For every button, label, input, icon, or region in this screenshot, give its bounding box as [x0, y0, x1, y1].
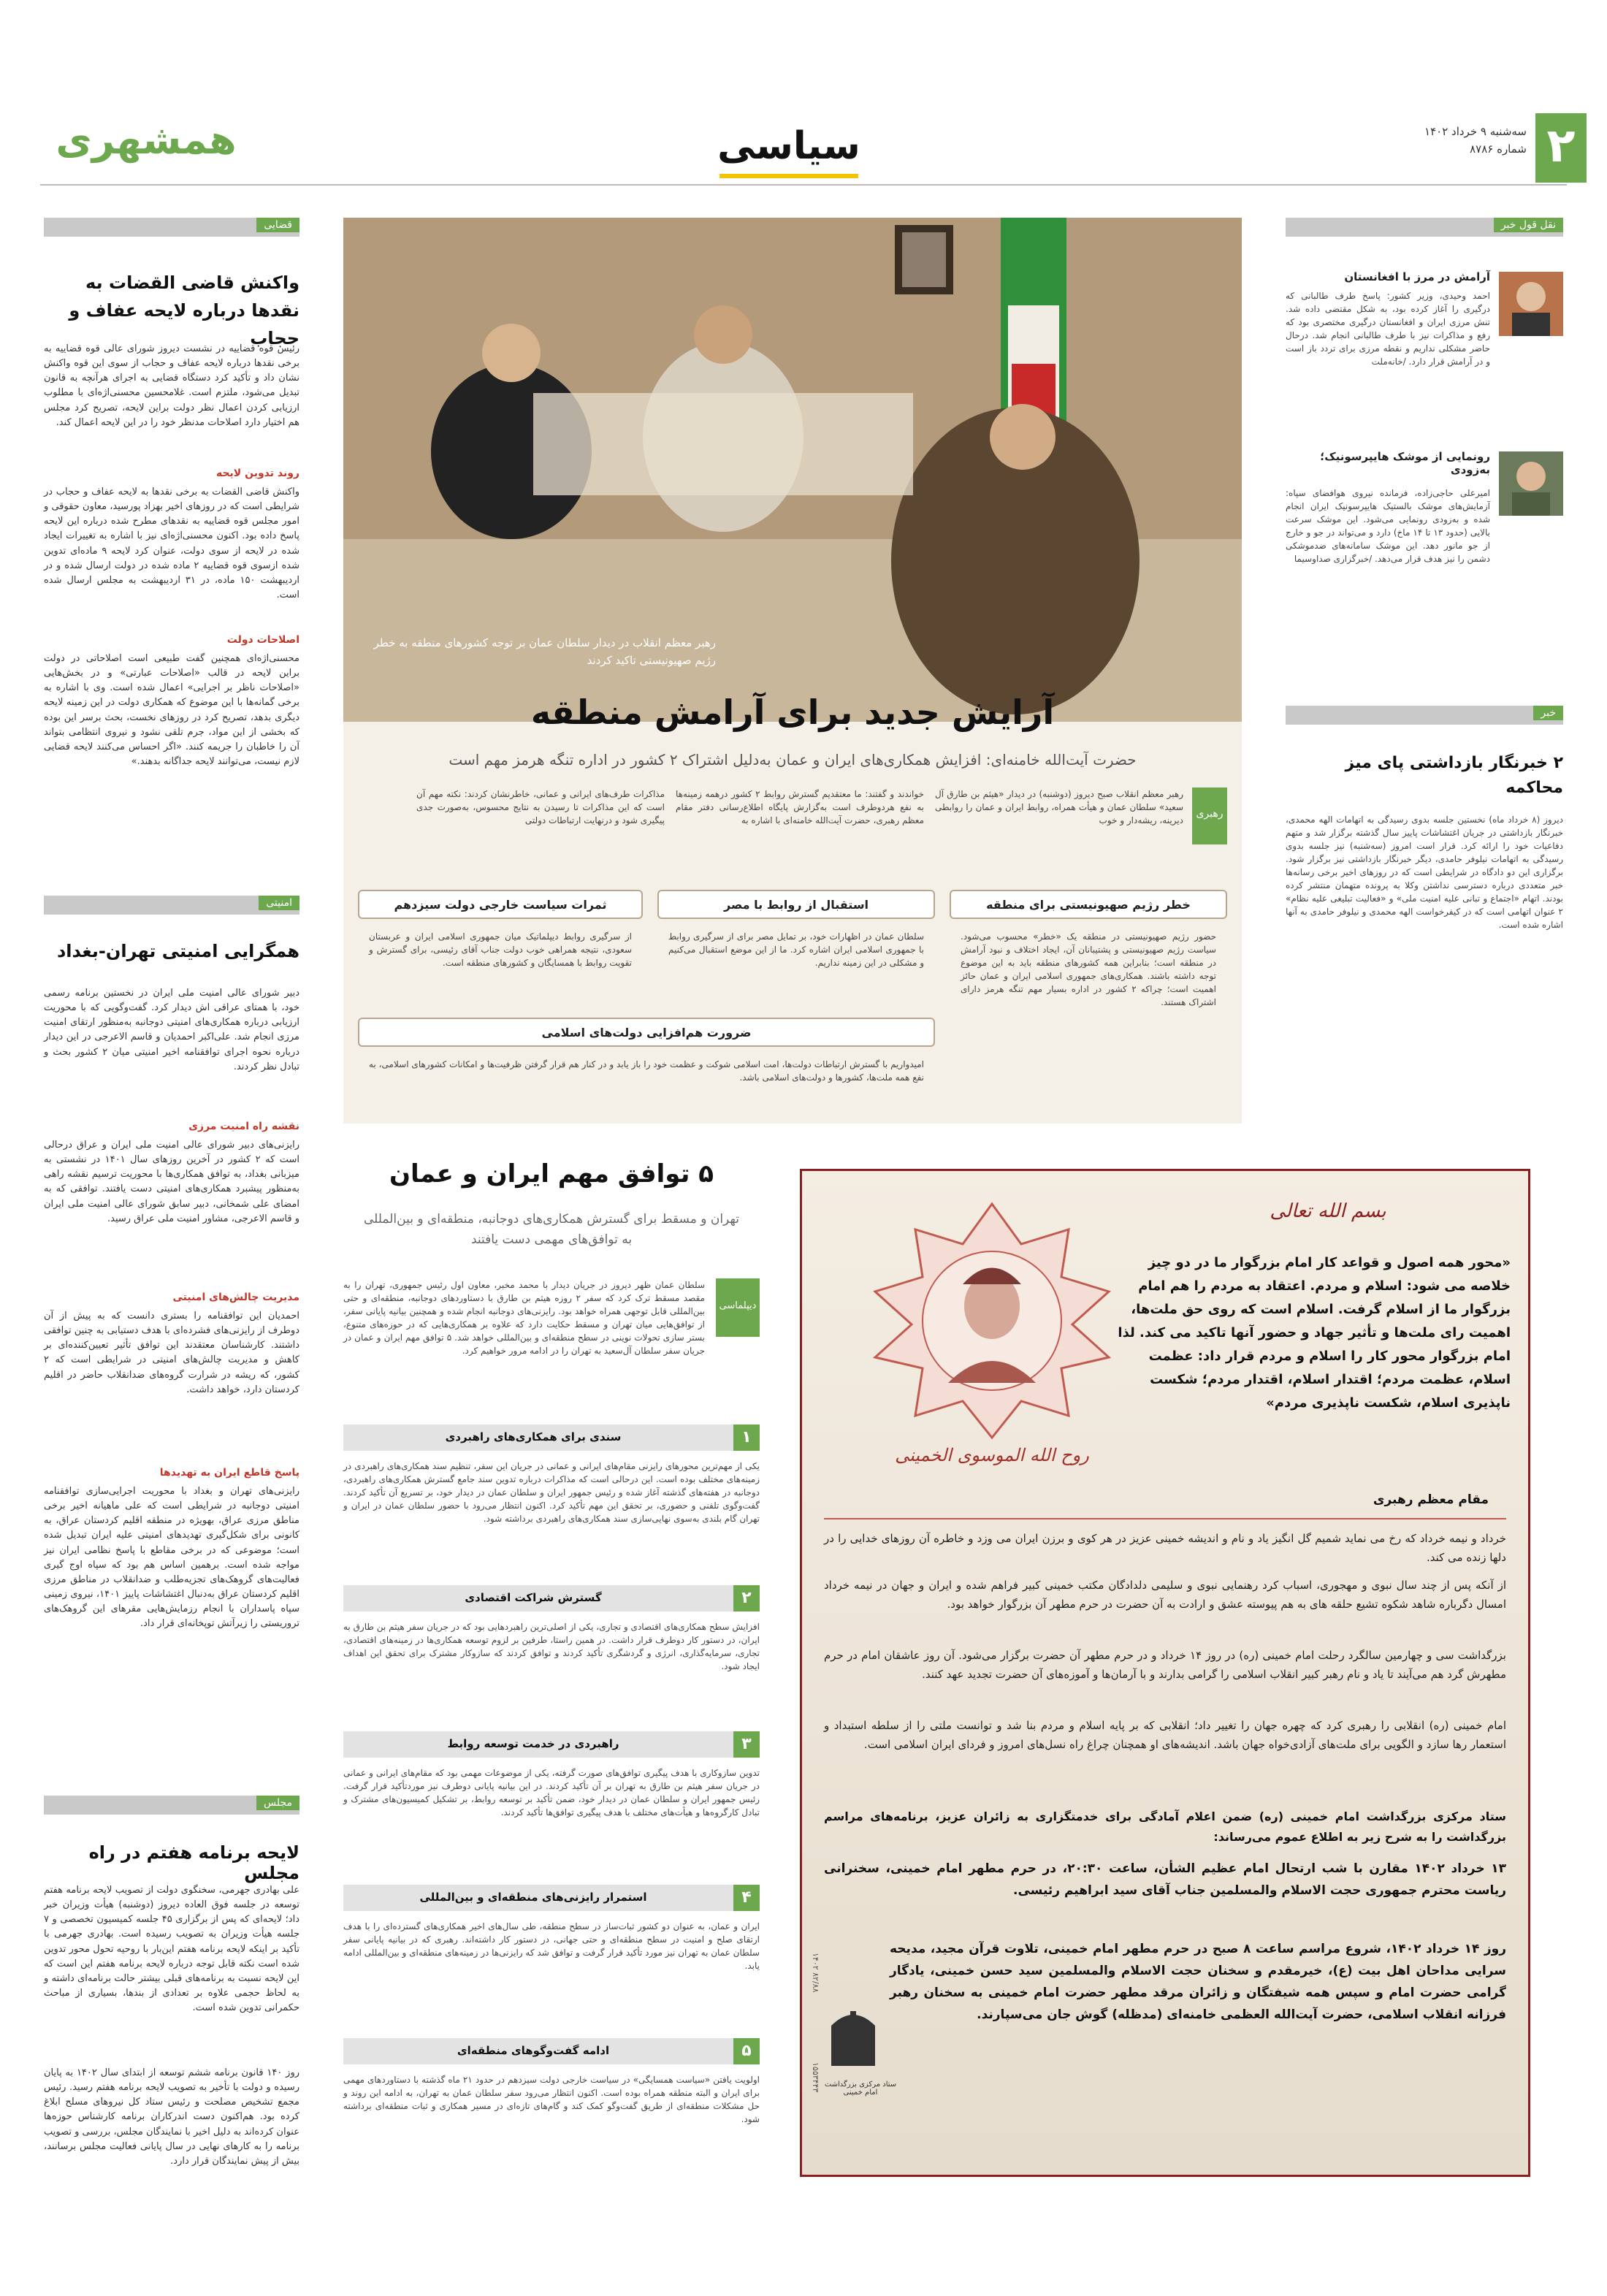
- lead-col2: خواندند و گفتند: ما معتقدیم گسترش روابط ۲ کشور درهمه زمینه‌ها به نفع هردوطرف است به‌گزارش پایگاه اطلاع‌رسانی دفتر مقام معظم رهبری، حضرت آیت‌الله خامنه‌ای با اشاره به: [676, 789, 925, 825]
- oman-item-2: [343, 1585, 760, 1724]
- imam-p5: ستاد مرکزی بزرگداشت امام خمینی (ره) ضمن اعلام آمادگی برای خدمتگزاری به زائران عزیز، برنامه‌های مراسم بزرگداشت را به شرح زیر به اطلاع عموم می‌رساند:: [824, 1809, 1506, 1844]
- oman-article: [343, 1151, 760, 2202]
- judicial-p3: محسنی‌اژه‌ای همچنین گفت طبیعی است اصلاحاتی در دولت براین لایحه در قالب «اصلاحات عبارتی» و در بخش‌هایی «اصلاحات ناظر بر اجرایی» اعمال شده است. وی با اشاره به برخی گمانه‌ها با این موضوع که همکاری دولت در این زمینه لایحه دیگری بدهد، تصریح کرد در روزهای نخست، بحث برسر این بوده که بخشی از این مواد، جرم تلقی نشود و نیروی انتظامی بتواند آن را خاطبان را جریمه کنند. «اگر احساس می‌کنند لایحه قضایی لازم نیست، می‌توانند لایحه جداگانه بدهند.»: [44, 653, 299, 767]
- oman-item-2-text: افزایش سطح همکاری‌های اقتصادی و تجاری، یکی از اصلی‌ترین راهبردهایی بود که در جریان سفر هیثم بن طارق به ایران، در دستور کار دوطرف قرار داشت. در همین راستا، طرفین بر لزوم توسعه همکاری‌ها در زمینه‌های اقتصادی، تجاری، سرمایه‌گذاری، انرژی و گردشگری تأکید کردند و توافق کردند که سازوکار مشترک برای تحقق این اهداف ایجاد شود.: [343, 1622, 760, 1671]
- quote-tag: نقل قول خبر: [1494, 218, 1563, 232]
- left-column: [44, 218, 299, 2190]
- judicial-h2: روند تدوین لایحه: [215, 468, 299, 479]
- oman-item-2-number: ۲: [733, 1585, 760, 1612]
- q1-text: احمد وحیدی، وزیر کشور: پاسخ طرف طالبانی که درگیری را آغاز کرده بود، به شکل مقتضی داده شد. تنش مرزی ایران و افغانستان درگیری مختصری بود که رفع و مذاکرات نیز با طرف طالبانی انجام شد. درحال حاضر مشکلی نداریم و نقطه مرزی برای تردد باز است و در آرامش قرار دارد. /خانه‌ملت: [1286, 291, 1490, 367]
- box-islamic-synergy: [358, 1018, 935, 1113]
- parliament-title: لایحه برنامه هفتم در راه مجلس: [88, 1842, 299, 1883]
- box2-title: استقبال از روابط با مصر: [657, 890, 935, 919]
- page-number: ۲: [1546, 119, 1576, 173]
- lead-subtitle: حضرت آیت‌الله خامنه‌ای: افزایش همکاری‌های ایران و عمان به‌دلیل اشتراک ۲ کشور در اداره تنگه هرمز مهم است: [448, 751, 1137, 768]
- imam-portrait-svg: [871, 1200, 1112, 1441]
- box1-text: حضور رژیم صهیونیستی در منطقه یک «خطر» محسوب می‌شود. سیاست رژیم صهیونیستی و پشتیبانان آن، ایجاد اختلاف و نبود آرامش در منطقه است؛ بنابراین همه کشورهای منطقه باید به این موضوع توجه داشته باشند. همکاری‌های جمهوری اسلامی ایران و عمان حائز اهمیت است؛ چراکه ۲ کشور در اداره بسیار مهم تنگه هرمز دارای اشتراک هستند.: [961, 931, 1216, 1007]
- hajizadeh-avatar-svg: [1499, 451, 1563, 516]
- imam-code2: ۱۵۵۳۴۴۳: [811, 2062, 820, 2093]
- box1-title: خطر رژیم صهیونیستی برای منطقه: [950, 890, 1227, 919]
- security-h4: پاسخ قاطع ایران به تهدیدها: [159, 1467, 299, 1479]
- page-number-box: [1535, 113, 1587, 183]
- parliament-p2: روز ۱۴۰ قانون برنامه ششم توسعه از ابتدای سال ۱۴۰۲ به پایان رسیده و دولت با تأخیر به تصویب لایحه برنامه هفتم رسید. رئیس مجمع تشخیص مصلحت و رئیس ستاد کل نیروهای مسلح ابلاغ کرده بود. هم‌اکنون دست اندرکاران برنامه کارشناس حوزه‌ها عنوان کرده‌اند به دلیل اخیر با نمایندگان مجلس، بررسی و تصویب برنامه را به کارهای نهایی در سال پایانی فعالیت مجلس برسانند، بیش از پیش نمایندگان قرار دارد.: [44, 2067, 300, 2167]
- vahidi-avatar: [1499, 272, 1563, 336]
- oman-item-5-number: ۵: [733, 2038, 760, 2064]
- imam-org-name: ستاد مرکزی بزرگداشت امام خمینی: [824, 2080, 897, 2097]
- imam-portrait-frame: [871, 1200, 1112, 1441]
- box2-text: سلطان عمان در اظهارات خود، بر تمایل مصر برای از سرگیری روابط با جمهوری اسلامی ایران اشاره کرد. ما از این موضع استقبال می‌کنیم و مشکلی در این زمینه نداریم.: [668, 931, 924, 968]
- imam-p2: از آنکه پس از چند سال نبوی و مهجوری، اسباب کرد رهنمایی نبوی و سلیمی دلدادگان مکتب خمینی کبیر فراهم شده و ایران و جهان در نیمه خرداد امسال دگرباره شاهد شکوه تشیع حلقه های به هم پیوسته عشق و ارادت به آن حضرت در حرم مطهر آن بزرگوار خواهد بود.: [824, 1579, 1506, 1611]
- box3-text: از سرگیری روابط دیپلماتیک میان جمهوری اسلامی ایران و عربستان سعودی، نتیجه همراهی خوب دولت جناب آقای رئیسی، برای گسترش و تقویت روابط با همسایگان و کشورهای منطقه است.: [369, 931, 632, 968]
- imam-p3: بزرگداشت سی و چهارمین سالگرد رحلت امام خمینی (ره) در روز ۱۴ خرداد و در حرم مطهر آن حضرت برگزار می‌شود. آن روز عاشقان امام در حرم مطهرش گرد هم می‌آیند تا یاد و نام رهبر کبیر انقلاب اسلامی را گرامی بدارند و با آرمان‌ها و آموزه‌های آن حضرت تجدید عهد کنند.: [824, 1649, 1506, 1681]
- imam-p1: خرداد و نیمه خرداد که رخ می نماید شمیم گل انگیز یاد و نام و اندیشه خمینی عزیز در هر کوی و برزن ایران می وزد و خاطره آن روزهای خدایی را در دلها زنده می کند.: [824, 1532, 1506, 1564]
- box-government-fruits: [358, 890, 643, 1014]
- security-tag: امنیتی: [259, 896, 299, 910]
- security-p3: احمدیان این توافقنامه را بستری دانست که به پیش از آن دوطرف از رایزنی‌های فشرده‌ای با هدف دستیابی به چنین توافقی داشتند. کارشناسان معتقدند این توافق تأثیر تعیین‌کننده‌ای بر کاهش و مدیریت چالش‌های امنیتی در شرایطی است که ۲ کشور، که ریشه در شرارت گروه‌های ضدانقلاب حاضر در اقلیم کردستان دارد، خواهد داشت.: [44, 1311, 299, 1395]
- imam-ad: [800, 1169, 1530, 2177]
- imam-signature: روح الله الموسوی الخمینی: [895, 1445, 1089, 1465]
- imam-divider: [824, 1518, 1506, 1519]
- q1-title: آرامش در مرز با افغانستان: [1344, 270, 1490, 283]
- imam-quote: «محور همه اصول و قواعد کار امام بزرگوار ما در دو چیز خلاصه می شود: اسلام و مردم. اعتقاد به مردم را هم امام بزرگوار ما از اسلام گرفت. اسلام است که روی حق ملت‌ها، اهمیت رای ملت‌ها و تأثیر جهاد و حضور آنها تاکید می کند. لذا امام بزرگوار محور کار را اسلام و مردم قرار داد: عظمت اسلام، عظمت مردم؛ اقتدار اسلام، اقتدار مردم؛ شکست ناپذیری اسلام، شکست ناپذیری مردم»: [1118, 1255, 1511, 1411]
- lead-tag-box: [1192, 787, 1227, 844]
- oman-tag-box: [716, 1278, 760, 1337]
- lead-caption: رهبر معظم انقلاب در دیدار سلطان عمان بر توجه کشورهای منطقه به خطر رژیم صهیونیستی تاکید کردند: [373, 636, 716, 667]
- q2-title: رونمایی از موشک هایپرسونیک؛ به‌زودی: [1320, 450, 1490, 476]
- news-band: [1286, 706, 1563, 725]
- right-column: [1286, 218, 1563, 1138]
- imam-p6: ۱۳ خرداد ۱۴۰۲ مقارن با شب ارتحال امام عظیم الشأن، ساعت ۲۰:۳۰، در حرم مطهر امام خمینی، سخنرانی ریاست محترم جمهوری حجت الاسلام والمسلمین جناب آقای سید ابراهیم رئیسی.: [824, 1861, 1506, 1898]
- oman-item-3-text: تدوین سازوکاری با هدف پیگیری توافق‌های صورت گرفته، یکی از موضوعات مهمی بود که مقام‌های ایرانی و عمانی در جریان سفر هیثم بن طارق به تهران بر آن تأکید کردند. در این بیانیه پایانی دوطرف نیز موردتأکید قرار گرفت. رئیس جمهور ایران و سلطان عمان در دیدار خود، ضمن تأکید بر توسعه روابط، بر تشکیل کمیسیون‌های مشترک و تبادل کارگروه‌ها و هیأت‌های مختلف با هدف پیگیری توافق‌ها تأکید کردند.: [343, 1768, 760, 1818]
- lead-col3: مذاکرات طرف‌های ایرانی و عمانی، خاطرنشان کردند: نکته مهم آن است که این مذاکرات تا رسیدن به نتایج محسوس، به‌صورت جدی پیگیری شود و درنهایت ارتباطات دولتی: [416, 789, 665, 825]
- lead-photo: [343, 218, 1242, 722]
- vahidi-avatar-svg: [1499, 272, 1563, 336]
- imam-org-logo: [824, 2004, 882, 2077]
- judicial-p2: واکنش قاضی القضات به برخی نقدها به لایحه عفاف و حجاب در شرایطی است که در روزهای اخیر بهزاد پورسید، معاون حقوقی و امور مجلس قوه قضاییه به نقدهای مطرح شده درباره این لایحه پاسخ داده بود. اکنون محسنی‌اژه‌ای نیز با اشاره به تغییرات ایجاد شده در لایحه از سوی دولت، عنوان کرد لایحه ۹ ماده‌ای تدوین شده ازسوی قوه قضاییه ۲ ماده شده در دولت ارسال شده و در اردیبهشت ۱۵۰ ماده، در ۳۱ اردیبهشت به مجلس ارسال شده است.: [44, 487, 300, 600]
- news-text: دیروز (۸ خرداد ماه) نخستین جلسه بدوی رسیدگی به اتهامات الهه محمدی، خبرنگار بازداشتی در جریان اغتشاشات پاییز سال گذشته برگزار شد و متهم دفاعیات خود را ارائه کرد. قرار است امروز (سه‌شنبه) نیز جلسه بدوی رسیدگی به اتهامات نیلوفر حامدی، دیگر خبرنگار بازداشتی نیز برگزار شود. برگزاری این دو دادگاه در شرایطی است که در روزهای اخیر برخی رسانه‌ها خبر متعددی درباره دسترسی نداشتن وکلا به پرونده متهمان منتشر کرده بودند. اتهام «اجتماع و تبانی علیه امنیت ملی» و «فعالیت تبلیغی علیه نظام» ۲ عنوان اتهامی است که در کیفرخواست الهه محمدی و نیلوفر حامدی به آنها اشاره شده است.: [1286, 815, 1564, 930]
- oman-subtitle: تهران و مسقط برای گسترش همکاری‌های دوجانبه، منطقه‌ای و بین‌المللی به توافق‌های مهمی دست یافتند: [363, 1212, 740, 1247]
- issue-number: شماره ۸۷۸۶: [1470, 142, 1527, 156]
- security-h2: نقشه راه امنیت مرزی: [188, 1121, 299, 1132]
- oman-item-1-title: سندی برای همکاری‌های راهبردی: [445, 1430, 622, 1443]
- imam-p7: روز ۱۴ خرداد ۱۴۰۲، شروع مراسم ساعت ۸ صبح در حرم مطهر امام خمینی، تلاوت قرآن مجید، مدیحه سرایی مداحان اهل بیت (ع)، خیرمقدم و سخنان حجت الاسلام والمسلمین سید حسن خمینی، یادگار گرامی حضرت امام و سپس همه شیفتگان و زائران مرقد مطهر حضرت امام خمینی به سخنان رهبر فرزانه انقلاب اسلامی، حضرت آیت‌الله العظمی خامنه‌ای (مدظله) گوش جان می‌سپارند.: [890, 1942, 1506, 2022]
- oman-item-2-title: گسترش شراکت اقتصادی: [465, 1591, 602, 1604]
- imam-body: [811, 1529, 1506, 2172]
- judicial-title: واکنش قاضی القضات به نقدها درباره لایحه عفاف و حجاب: [69, 272, 299, 348]
- security-h3: مدیریت چالش‌های امنیتی: [172, 1292, 299, 1303]
- box4-title: ضرورت هم‌افزایی دولت‌های اسلامی: [358, 1018, 935, 1047]
- q2-text: امیرعلی حاجی‌زاده، فرمانده نیروی هوافضای سپاه: آزمایش‌های موشک بالستیک هایپرسونیک ایران انجام شده و به‌زودی رونمایی می‌شود. این موشک سرعت بالایی (حدود ۱۳ تا ۱۴ ماخ) دارد و می‌تواند در جو و خارج از جو مانور دهد. این موشک سامانه‌های ضدموشکی دشمن را نیز هدف قرار می‌دهد. /خبرگزاری صداوسیما: [1286, 488, 1490, 564]
- oman-item-1: [343, 1424, 760, 1578]
- judicial-tag: قضایی: [256, 218, 299, 232]
- page-header: [0, 110, 1607, 183]
- news-tag: خبر: [1533, 706, 1563, 720]
- oman-item-3-number: ۳: [733, 1731, 760, 1758]
- header-rule: [40, 184, 1567, 186]
- issue-info: [1337, 123, 1527, 158]
- imam-org-logo-svg: [824, 2004, 882, 2077]
- oman-item-1-text: یکی از مهم‌ترین محورهای رایزنی مقام‌های ایرانی و عمانی در جریان این سفر، تنظیم سند همکاری‌های راهبردی در زمینه‌های مختلف بوده است. این درحالی است که مذاکرات درباره تدوین سند جامع گسترش همکاری‌های راهبردی، دوجانبه در هفته‌های گذشته آغاز شده و رئیس جمهور ایران و سلطان عمان در دیدار خود، بر تسریع آن تأکید کردند. گفت‌وگوی تلفنی و حضوری، بر تحقق این مهم تأکید کرد. اکنون انتظار می‌رود با حضور سلطان عمان در ایران و تهران گام بلندی به‌سوی نهایی‌سازی سند همکاری‌های راهبردی برداشته شود.: [343, 1461, 760, 1524]
- lead-tag: رهبری: [1196, 808, 1224, 820]
- judicial-p1: رئیس قوه قضاییه در نشست دیروز شورای عالی قوه قضاییه به برخی نقدها درباره لایحه عفاف و حجاب از سوی این قوه واکنش نشان داد و تأکید کرد دستگاه قضایی به اجرای هرآنچه به قانون تبدیل می‌شود، ملتزم است. غلامحسین محسنی‌اژه‌ای با مطلوب ارزیابی کردن اعمال نظر دولت براین لایحه، تصریح کرد مجلس هم اختیار دارد اصلاحات مدنظر خود را در این لایحه اعمال کند.: [44, 343, 299, 428]
- oman-title: ۵ توافق مهم ایران و عمان: [389, 1159, 714, 1189]
- section-title: سیاسی: [717, 124, 860, 168]
- oman-item-1-number: ۱: [733, 1424, 760, 1451]
- oman-item-4-number: ۴: [733, 1885, 760, 1911]
- oman-item-3: [343, 1731, 760, 1877]
- lead-title: آرایش جدید برای آرامش منطقه: [530, 693, 1055, 732]
- oman-item-5-text: اولویت یافتن «سیاست همسایگی» در سیاست خارجی دولت سیزدهم در حدود ۲۱ ماه گذشته با دستاوردهای مهمی برای ایران و البته منطقه همراه بوده است. اکنون انتظار می‌رود سفر سلطان عمان به تهران، به ادامه این روند و حل مشکلات منطقه‌ای از طریق گفت‌وگو کمک کند و گام‌های تازه‌ای در مسیر همکاری و ثبات منطقه‌ای برداشته شود.: [343, 2075, 760, 2124]
- oman-item-4: [343, 1885, 760, 2031]
- security-p2: رایزنی‌های دبیر شورای عالی امنیت ملی ایران و عراق درحالی است که ۲ کشور در آخرین روزهای سال ۱۴۰۱ در نشستی به میزبانی بغداد، به توافق همکاری‌ها با محوریت ترسیم نقشه راهی به‌منظور پیشبرد همکاری‌های امنیتی دست یافتند. توافقی که به امضای علی شمخانی، دبیر سابق شورای عالی امنیت ملی ایران و قاسم الاعرجی، مشاور امنیت ملی عراق رسید.: [44, 1140, 299, 1224]
- oman-item-4-title: استمرار رایزنی‌های منطقه‌ای و بین‌المللی: [419, 1891, 647, 1904]
- box4-text: امیدواریم با گسترش ارتباطات دولت‌ها، امت اسلامی شوکت و عظمت خود را باز یابد و در کنار هم قرار گرفتن ظرفیت‌ها و امکانات کشورهای اسلامی، به نفع همه ملت‌ها، کشورها و دولت‌های اسلامی باشد.: [369, 1059, 924, 1083]
- judicial-h3: اصلاحات دولت: [226, 634, 299, 646]
- oman-item-3-title: راهبردی در خدمت توسعه روابط: [447, 1737, 619, 1750]
- security-p4: رایزنی‌های تهران و بغداد با محوریت اجرایی‌سازی توافقنامه امنیتی دوجانبه در شرایطی است که علی ماهیانه اخیر برخی مناطق مرزی عراق، بهویژه در منطقه اقلیم کردستان عراق، به کانونی برای شکل‌گیری تهدیدهای امنیتی علیه ایران تبدیل شده است؛ موضوعی که در برخی مقاطع با پاسخ نظامی ایران نیز مواجه شده است. برهمین اساس هم بود که سپاه اوج گیری فعالیت‌های گروهک‌های تجزیه‌طلب و ضدانقلاب در مناطق مرزی اقلیم کردستان عراق به‌دنبال اغتشاشات پاییز ۱۴۰۱، نیروی زمینی سپاه پاسداران با انجام رزمایش‌هایی مقرهای این گروهک‌های تروریستی را زیرآتش توپخانه‌ای قرار داد.: [44, 1486, 299, 1630]
- issue-date: سه‌شنبه ۹ خرداد ۱۴۰۲: [1424, 125, 1527, 138]
- box-zionist-threat: [950, 890, 1227, 1109]
- security-p1: دبیر شورای عالی امنیت ملی ایران در نخستین برنامه رسمی خود، با همتای عراقی اش دیدار کرد. گفت‌وگویی که با محوریت ارزیابی درباره همکاری‌های امنیتی دوجانبه به‌منظور ارتقای امنیت مرزی انجام شد. علی‌اکبر احمدیان و قاسم الاعرجی در این دیدار درباره نحوه اجرای توافقنامه اخیر امنیتی میان ۲ کشور بحث و تبادل نظر کردند.: [44, 988, 299, 1072]
- imam-bism: بسم الله تعالی: [1270, 1200, 1386, 1222]
- oman-item-5-title: ادامه گفت‌وگوهای منطقه‌ای: [457, 2044, 610, 2057]
- oman-item-5: [343, 2038, 760, 2199]
- parliament-p1: علی بهادری جهرمی، سخنگوی دولت از تصویب لایحه برنامه هفتم توسعه در جلسه فوق العاده دیروز (دوشنبه) هیأت وزیران خبر داد؛ لایحه‌ای که پس از برگزاری ۴۵ جلسه کمیسیون تخصصی و ۷ جلسه هیأت وزیران به تصویب رسیده است. بهادری جهرمی با تأکید بر اینکه لایحه برنامه هفتم این‌بار با روحیه تحول محور تدوین شده است نکته قابل توجه درباره لایحه برنامه هفتم این است که این لایحه نسبت به برنامه‌های قبلی بیشتر حالت برنامه‌ای داشته و به لحاظ حجمی علاوه بر تعدادی از بندها، بسیاری از مباحث حکمرانی تدوین شده است.: [44, 1885, 299, 2014]
- imam-code1: ۸۲/۸۸ ۱۴۰۲: [811, 1953, 820, 1993]
- section-underline: [719, 174, 858, 178]
- oman-tag: دیپلماسی: [719, 1300, 757, 1311]
- oman-item-4-text: ایران و عمان، به عنوان دو کشور ثبات‌ساز در سطح منطقه، طی سال‌های اخیر همکاری‌های گسترده‌ای را با هدف ارتقای صلح و امنیت در سطح منطقه‌ای و حتی جهانی، در دستور کار داشته‌اند. رهبری که در بیانیه پایانی سفر سلطان عمان به تهران نیز مورد تأکید قرار گرفت و توافق شد که رایزنی‌ها در زمینه‌های منطقه‌ای و بین‌المللی ادامه یابد.: [343, 1921, 760, 1971]
- oman-intro: سلطان عمان ظهر دیروز در جریان دیدار با محمد مخبر، معاون اول رئیس جمهوری، تهران را به مقصد مسقط ترک کرد که سفر ۲ روزه هیثم بن طارق با دستاوردهای دوجانبه، منطقه‌ای و حتی بین‌المللی قابل توجهی همراه خواهد بود. رایزنی‌های دوجانبه انجام شده و همچنین بیانیه پایانی سفر، از توافق‌هایی میان تهران و مسقط حکایت دارد که علاوه بر همکاری‌هایی که در حوزه‌های متنوع، بستر سازی تحولات نوینی در سطح منطقه‌ای و بین‌المللی خواهد شد. ۵ توافق مهم ایران و عمان در جریان سفر سلطان آل‌سعید به تهران را در ادامه مرور خواهیم کرد.: [343, 1280, 705, 1356]
- box-egypt-relations: [657, 890, 935, 1014]
- imam-quote-source: مقام معظم رهبری: [1373, 1492, 1489, 1507]
- parliament-tag: مجلس: [256, 1796, 299, 1810]
- imam-p4: امام خمینی (ره) انقلابی را رهبری کرد که چهره جهان را تغییر داد؛ انقلابی که بر پایه اسلام و مردم بنا شد و توانست ملتی را از سلطه استبداد و استعمار رها سازد و الگویی برای ملت‌های آزادی‌خواه جهان باشد. اندیشه‌های او همچنان چراغ راه نسل‌های امروز و فردای ایران اسلامی است.: [824, 1719, 1506, 1751]
- lead-col1: رهبر معظم انقلاب صبح دیروز (دوشنبه) در دیدار «هیثم بن طارق آل سعید» سلطان عمان و هیأت همراه، روابط ایران و عمان را روابطی دیرینه، ریشه‌دار و خوب: [935, 789, 1183, 825]
- lead-story: [343, 218, 1242, 1124]
- box3-title: ثمرات سیاست خارجی دولت سیزدهم: [358, 890, 643, 919]
- security-title: همگرایی امنیتی تهران-بغداد: [56, 941, 299, 961]
- newspaper-logo: همشهری: [56, 117, 237, 163]
- hajizadeh-avatar: [1499, 451, 1563, 516]
- news-title: ۲ خبرنگار بازداشتی پای میز محاکمه: [1345, 754, 1563, 797]
